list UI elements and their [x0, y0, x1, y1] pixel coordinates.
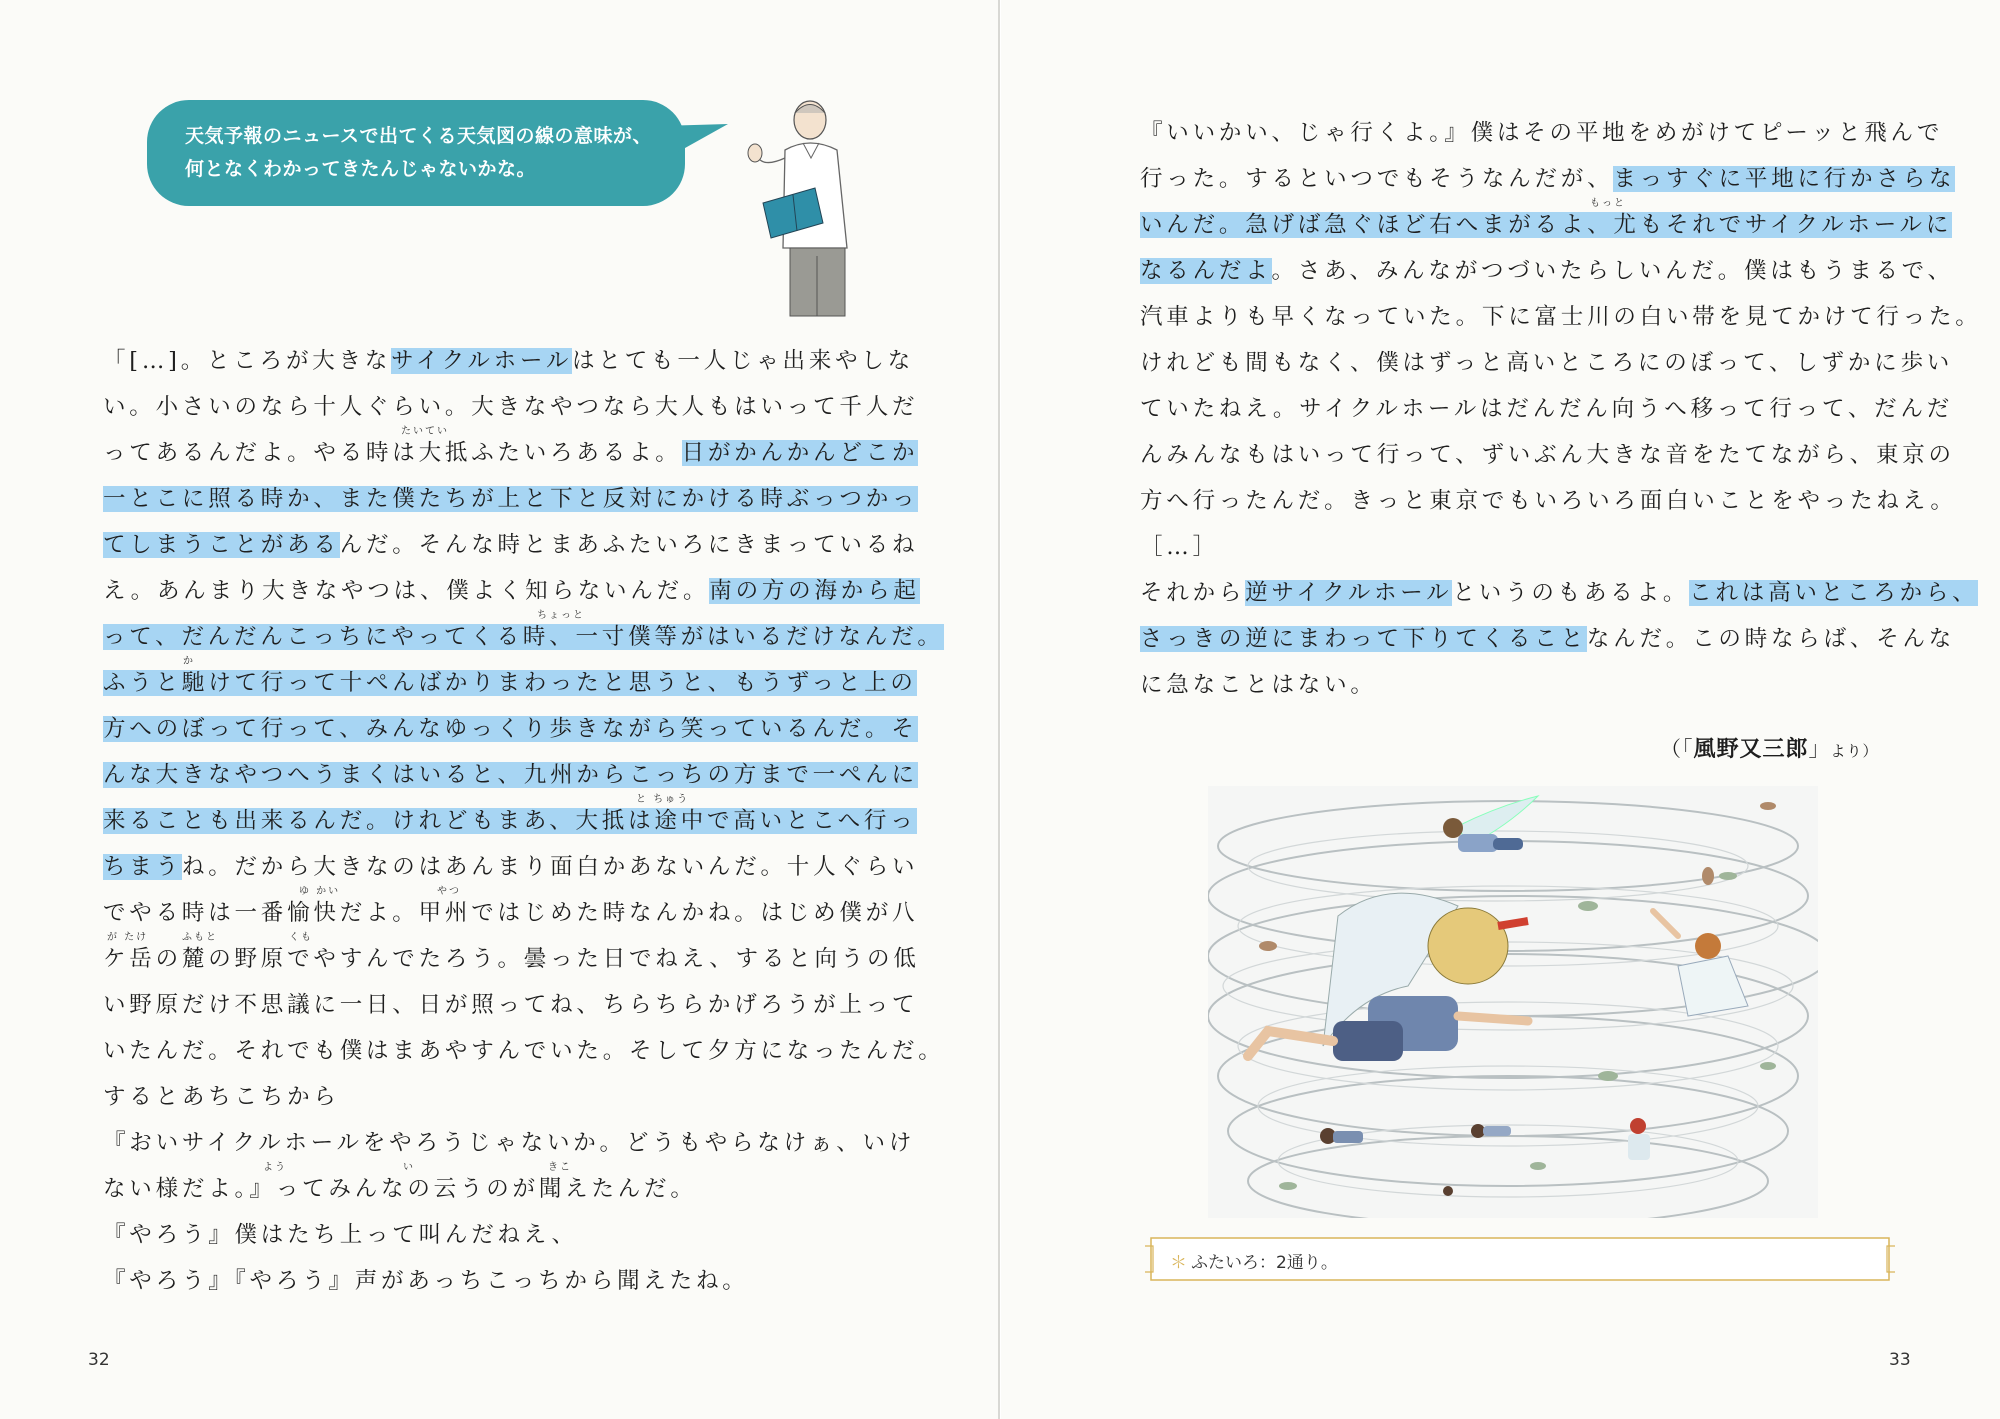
note-star-icon: ＊	[1170, 1253, 1187, 1273]
text-line	[103, 426, 919, 476]
whirlwind-illustration-icon	[1208, 786, 1818, 1218]
left-body-text	[103, 338, 945, 1304]
text-segment: でやる時は一番愉快だよ。甲州ではじめた時なんかね。はじめ僕が八	[103, 900, 919, 926]
text-segment: え。あんまり大きなやつは、僕よく知らないんだ。	[103, 578, 710, 604]
bubble-line-2: 何となくわかってきたんじゃないかな。	[185, 158, 537, 180]
text-line	[1140, 662, 1905, 708]
text-segment: い野原だけ不思議に一日、日が照ってね、ちらちらかげろうが上って	[103, 992, 919, 1018]
text-line	[103, 522, 919, 568]
source-citation	[1660, 732, 1879, 763]
highlighted-segment: さっきの逆にまわって下りてくること	[1140, 626, 1587, 652]
text-line	[1140, 386, 1954, 432]
text-segment: 『いいかい、じゃ行くよ。』僕はその平地をめがけてピーッと飛んで	[1140, 120, 1944, 146]
page-number-left: 32	[88, 1350, 110, 1370]
text-segment: ない様だよ。』ってみんなの云うのが聞えたんだ。	[103, 1176, 697, 1202]
text-line	[103, 886, 919, 936]
ruby-annotation: ちょっと	[537, 610, 585, 621]
text-line	[1140, 432, 1955, 478]
text-segment: はとても一人じゃ出来やしな	[572, 348, 915, 374]
text-segment: ケ岳の麓の野原でやすんでたろう。曇った日でねえ、すると向うの低	[103, 946, 920, 972]
highlighted-segment: って、だんだんこっちにやってくる時、一寸僕等がはいるだけなんだ。	[103, 624, 944, 650]
ruby-annotation: か	[183, 656, 195, 667]
highlighted-segment: ちまう	[103, 854, 182, 880]
ruby-annotation: くも	[289, 932, 313, 943]
text-line	[103, 1258, 863, 1304]
text-segment: に急なことはない。	[1140, 672, 1377, 698]
right-body-text	[1140, 110, 1982, 708]
highlighted-segment: 来ることも出来るんだ。けれどもまあ、大抵は途中で高いとこへ行っ	[103, 808, 917, 834]
text-segment: 方へ行ったんだ。きっと東京でもいろいろ面白いことをやったねえ。	[1140, 488, 1957, 514]
highlighted-segment: んな大きなやつへうまくはいると、九州からこっちの方まで一ぺんに	[103, 762, 918, 788]
ruby-annotation: い	[403, 1162, 415, 1173]
ruby-annotation: よう	[263, 1162, 287, 1173]
text-segment: 『やろう』『やろう』声があっちこっちから聞えたね。	[103, 1268, 749, 1294]
text-segment: んみんなもはいって行って、ずいぶん大きな音をたてながら、東京の	[1140, 442, 1955, 468]
text-segment: いたんだ。それでも僕はまあやすんでいた。そして夕方になったんだ。	[103, 1038, 945, 1064]
text-segment: い。小さいのなら十人ぐらい。大きなやつなら大人もはいって千人だ	[103, 394, 919, 420]
text-segment: 行った。するといつでもそうなんだが、	[1140, 166, 1614, 192]
ruby-annotation: ゆ かい	[299, 886, 341, 897]
text-line	[1140, 478, 1957, 524]
text-segment: ね。だから大きなのはあんまり面白かあないんだ。十人ぐらい	[181, 854, 919, 880]
highlighted-segment: まっすぐに平地に行かさらな	[1613, 166, 1956, 192]
text-line	[103, 338, 915, 384]
text-segment: ていたねえ。サイクルホールはだんだん向うへ移って行って、だんだ	[1140, 396, 1954, 422]
highlighted-segment: てしまうことがある	[103, 532, 340, 558]
text-line	[1140, 198, 1953, 248]
text-line	[103, 706, 918, 752]
text-line	[103, 384, 919, 430]
text-line	[103, 656, 917, 706]
highlighted-segment: 方へのぼって行って、みんなゆっくり歩きながら笑っているんだ。そ	[103, 716, 918, 742]
text-line	[1140, 294, 1982, 340]
text-segment: 『おいサイクルホールをやろうじゃないか。どうもやらなけぁ、いけ	[103, 1130, 916, 1156]
highlighted-segment: サイクルホール	[391, 348, 573, 374]
teacher-illustration-icon	[715, 98, 865, 318]
ruby-annotation: もっと	[1590, 198, 1626, 209]
ruby-annotation: が たけ	[107, 932, 149, 943]
text-line	[103, 752, 918, 798]
text-line	[1140, 248, 1954, 294]
highlighted-segment: なるんだよ	[1140, 258, 1272, 284]
text-line	[103, 1162, 863, 1212]
text-segment: ってあるんだよ。やる時は大抵ふたいろあるよ。	[103, 440, 682, 466]
note-text: ふたいろ：2通り。	[1191, 1253, 1338, 1273]
source-open: （「	[1660, 737, 1694, 761]
highlighted-segment: いんだ。急げば急ぐほど右へまがるよ、尤もそれでサイクルホールに	[1140, 212, 1953, 238]
bubble-line-1: 天気予報のニュースで出てくる天気図の線の意味が、	[185, 125, 653, 147]
text-line	[103, 932, 920, 982]
ruby-annotation: ふもと	[182, 932, 218, 943]
ruby-annotation: やつ	[437, 886, 461, 897]
text-segment: けれども間もなく、僕はずっと高いところにのぼって、しずかに歩い	[1140, 350, 1954, 376]
highlighted-segment: ふうと馳けて行って十ぺんばかりまわったと思うと、もうずっと上の	[103, 670, 917, 696]
text-line	[103, 1028, 945, 1074]
ruby-annotation: と ちゅう	[636, 794, 690, 805]
text-segment: ［…］	[1140, 534, 1219, 560]
text-segment: 「[…]。ところが大きな	[103, 348, 392, 374]
text-segment: 『やろう』僕はたち上って叫んだねえ、	[103, 1222, 578, 1248]
text-segment: それから	[1140, 580, 1246, 606]
text-line	[103, 982, 919, 1028]
text-line	[103, 568, 920, 614]
text-line	[103, 844, 919, 890]
footnote	[1170, 1248, 1338, 1273]
text-segment: 。さあ、みんながつづいたらしいんだ。僕はもうまるで、	[1271, 258, 1954, 284]
highlighted-segment: 日がかんかんどこか	[681, 440, 919, 466]
highlighted-segment: 逆サイクルホール	[1245, 580, 1453, 606]
text-line	[103, 794, 917, 844]
source-tail: より）	[1830, 742, 1879, 760]
text-segment: んだ。そんな時とまあふたいろにきまっているね	[339, 532, 919, 558]
text-line	[1140, 570, 1979, 616]
text-line	[103, 610, 944, 660]
text-line	[103, 1120, 916, 1166]
text-line	[1140, 156, 1956, 202]
text-line	[103, 1074, 863, 1120]
highlighted-segment: 一とこに照る時か、また僕たちが上と下と反対にかける時ぶっつかっ	[103, 486, 919, 512]
source-close: 」	[1808, 737, 1831, 761]
page-number-right: 33	[1889, 1350, 1911, 1370]
text-line	[103, 476, 919, 522]
text-segment: 汽車よりも早くなっていた。下に富士川の白い帯を見てかけて行った。	[1140, 304, 1982, 330]
text-segment: というのもあるよ。	[1452, 580, 1690, 606]
text-line	[1140, 616, 1956, 662]
text-line	[103, 1212, 863, 1258]
highlighted-segment: これは高いところから、	[1689, 580, 1979, 606]
ruby-annotation: きこ	[548, 1162, 572, 1173]
highlighted-segment: 南の方の海から起	[709, 578, 920, 604]
ruby-annotation: たいてい	[401, 426, 449, 437]
text-segment: なんだ。この時ならば、そんな	[1586, 626, 1956, 652]
text-line	[1140, 110, 1944, 156]
speech-bubble	[147, 100, 685, 206]
text-segment: するとあちこちから	[103, 1084, 340, 1110]
text-line	[1140, 340, 1954, 386]
source-title: 風野又三郎	[1693, 736, 1809, 762]
text-line	[1140, 524, 1905, 570]
